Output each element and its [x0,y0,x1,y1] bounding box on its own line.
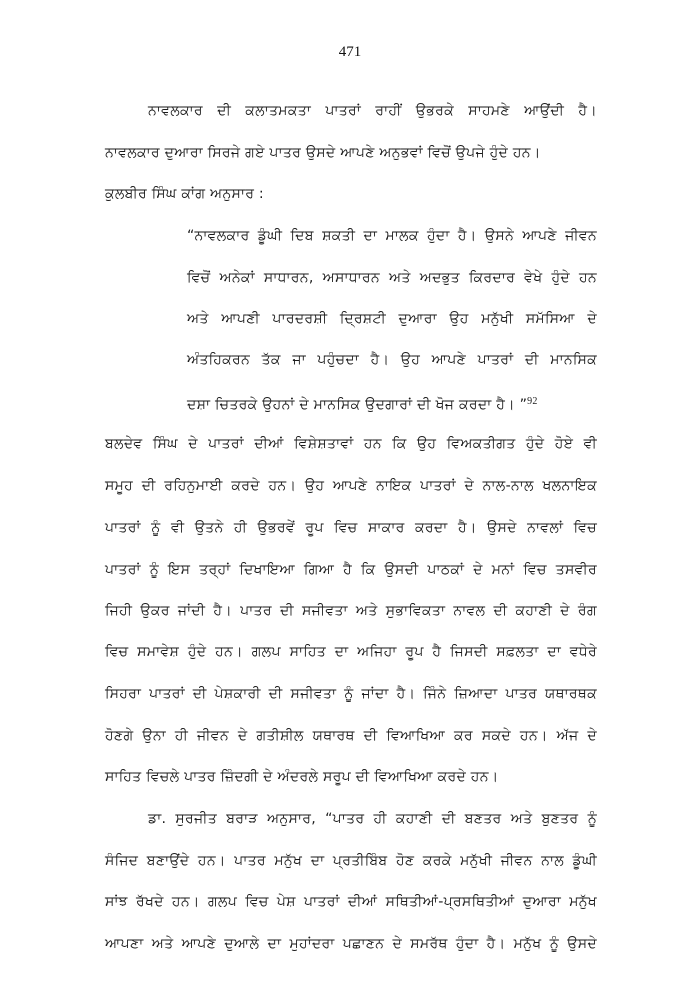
paragraph-2-line-6: ਵਿਚ ਸਮਾਵੇਸ਼ ਹੁੰਦੇ ਹਨ। ਗਲਪ ਸਾਹਿਤ ਦਾ ਅਜਿਹਾ ਰੂਪ ਹੈ ਜਿਸਦੀ ਸਫ਼ਲਤਾ ਦਾ ਵਧੇਰੇ [105,644,597,660]
paragraph-2-line-4: ਪਾਤਰਾਂ ਨੂੰ ਇਸ ਤਰ੍ਹਾਂ ਦਿਖਾਇਆ ਗਿਆ ਹੈ ਕਿ ਉਸਦੀ ਪਾਠਕਾਂ ਦੇ ਮਨਾਂ ਵਿਚ ਤਸਵੀਰ [105,562,597,578]
paragraph-1-line-3: ਕੁਲਬੀਰ ਸਿੰਘ ਕਾਂਗ ਅਨੁਸਾਰ : [105,186,264,202]
paragraph-3-line-4: ਆਪਣਾ ਅਤੇ ਆਪਣੇ ਦੁਆਲੇ ਦਾ ਮੁਹਾਂਦਰਾ ਪਛਾਣਨ ਦੇ ਸਮਰੱਥ ਹੁੰਦਾ ਹੈ। ਮਨੁੱਖ ਨੂੰ ਉਸਦੇ [105,936,597,952]
paragraph-2-line-7: ਸਿਹਰਾ ਪਾਤਰਾਂ ਦੀ ਪੇਸ਼ਕਾਰੀ ਦੀ ਸਜੀਵਤਾ ਨੂੰ ਜਾਂਦਾ ਹੈ। ਜਿੰਨੇ ਜ਼ਿਆਦਾ ਪਾਤਰ ਯਥਾਰਥਕ [105,686,597,702]
paragraph-3-line-2: ਸੰਜਿਦ ਬਣਾਉਂਦੇ ਹਨ। ਪਾਤਰ ਮਨੁੱਖ ਦਾ ਪ੍ਰਤੀਬਿੰਬ ਹੋਣ ਕਰਕੇ ਮਨੁੱਖੀ ਜੀਵਨ ਨਾਲ ਡੂੰਘੀ [105,853,597,869]
footnote-marker: 92 [527,396,538,407]
paragraph-2-line-3: ਪਾਤਰਾਂ ਨੂੰ ਵੀ ਉਤਨੇ ਹੀ ਉਭਰਵੇਂ ਰੂਪ ਵਿਚ ਸਾਕਾਰ ਕਰਦਾ ਹੈ। ਉਸਦੇ ਨਾਵਲਾਂ ਵਿਚ [105,520,597,536]
page-number: 471 [338,44,362,60]
paragraph-3-line-3: ਸਾਂਝ ਰੱਖਦੇ ਹਨ। ਗਲਪ ਵਿਚ ਪੇਸ਼ ਪਾਤਰਾਂ ਦੀਆਂ ਸਥਿਤੀਆਂ-ਪ੍ਰਸਥਿਤੀਆਂ ਦੁਆਰਾ ਮਨੁੱਖ [105,894,597,910]
quote-line-3: ਅਤੇ ਆਪਣੀ ਪਾਰਦਰਸ਼ੀ ਦ੍ਰਿਸ਼ਟੀ ਦੁਆਰਾ ਉਹ ਮਨੁੱਖੀ ਸਮੱਸਿਆ ਦੇ [187,311,597,327]
quote-line-5-text: ਦਸ਼ਾ ਚਿਤਰਕੇ ਉਹਨਾਂ ਦੇ ਮਾਨਸਿਕ ਉਦਗਾਰਾਂ ਦੀ ਖੋਜ ਕਰਦਾ ਹੈ। ” [187,397,528,413]
paragraph-1-line-2: ਨਾਵਲਕਾਰ ਦੁਆਰਾ ਸਿਰਜੇ ਗਏ ਪਾਤਰ ਉਸਦੇ ਆਪਣੇ ਅਨੁਭਵਾਂ ਵਿਚੋਂ ਉਪਜੇ ਹੁੰਦੇ ਹਨ। [105,145,541,161]
paragraph-1-line-1: ਨਾਵਲਕਾਰ ਦੀ ਕਲਾਤਮਕਤਾ ਪਾਤਰਾਂ ਰਾਹੀਂ ਉਭਰਕੇ ਸਾਹਮਣੇ ਆਉਂਦੀ ਹੈ। [148,103,597,119]
paragraph-2-line-2: ਸਮੂਹ ਦੀ ਰਹਿਨੁਮਾਈ ਕਰਦੇ ਹਨ। ਉਹ ਆਪਣੇ ਨਾਇਕ ਪਾਤਰਾਂ ਦੇ ਨਾਲ-ਨਾਲ ਖਲਨਾਇਕ [105,478,597,494]
paragraph-2-line-8: ਹੋਣਗੇ ਉਨਾ ਹੀ ਜੀਵਨ ਦੇ ਗਤੀਸ਼ੀਲ ਯਥਾਰਥ ਦੀ ਵਿਆਖਿਆ ਕਰ ਸਕਦੇ ਹਨ। ਅੱਜ ਦੇ [105,728,597,744]
quote-line-4: ਅੰਤਹਿਕਰਨ ਤੱਕ ਜਾ ਪਹੁੰਚਦਾ ਹੈ। ਉਹ ਆਪਣੇ ਪਾਤਰਾਂ ਦੀ ਮਾਨਸਿਕ [187,352,597,368]
paragraph-2-line-9: ਸਾਹਿਤ ਵਿਚਲੇ ਪਾਤਰ ਜ਼ਿੰਦਗੀ ਦੇ ਅੰਦਰਲੇ ਸਰੂਪ ਦੀ ਵਿਆਖਿਆ ਕਰਦੇ ਹਨ। [105,769,499,785]
quote-line-1: “ਨਾਵਲਕਾਰ ਡੂੰਘੀ ਦਿਬ ਸ਼ਕਤੀ ਦਾ ਮਾਲਕ ਹੁੰਦਾ ਹੈ। ਉਸਨੇ ਆਪਣੇ ਜੀਵਨ [187,228,597,244]
quote-line-5 [187,392,597,415]
paragraph-2-line-5: ਜਿਹੀ ਉਕਰ ਜਾਂਦੀ ਹੈ। ਪਾਤਰ ਦੀ ਸਜੀਵਤਾ ਅਤੇ ਸੁਭਾਵਿਕਤਾ ਨਾਵਲ ਦੀ ਕਹਾਣੀ ਦੇ ਰੰਗ [105,603,597,619]
quote-line-2: ਵਿਚੋਂ ਅਨੇਕਾਂ ਸਾਧਾਰਨ, ਅਸਾਧਾਰਨ ਅਤੇ ਅਦਭੁਤ ਕਿਰਦਾਰ ਵੇਖੇ ਹੁੰਦੇ ਹਨ [187,270,597,286]
paragraph-2-line-1: ਬਲਦੇਵ ਸਿੰਘ ਦੇ ਪਾਤਰਾਂ ਦੀਆਂ ਵਿਸ਼ੇਸ਼ਤਾਵਾਂ ਹਨ ਕਿ ਉਹ ਵਿਅਕਤੀਗਤ ਹੁੰਦੇ ਹੋਏ ਵੀ [105,436,597,452]
paragraph-3-line-1: ਡਾ. ਸੁਰਜੀਤ ਬਰਾੜ ਅਨੁਸਾਰ, “ਪਾਤਰ ਹੀ ਕਹਾਣੀ ਦੀ ਬਣਤਰ ਅਤੇ ਬੁਣਤਰ ਨੂੰ [148,811,597,827]
